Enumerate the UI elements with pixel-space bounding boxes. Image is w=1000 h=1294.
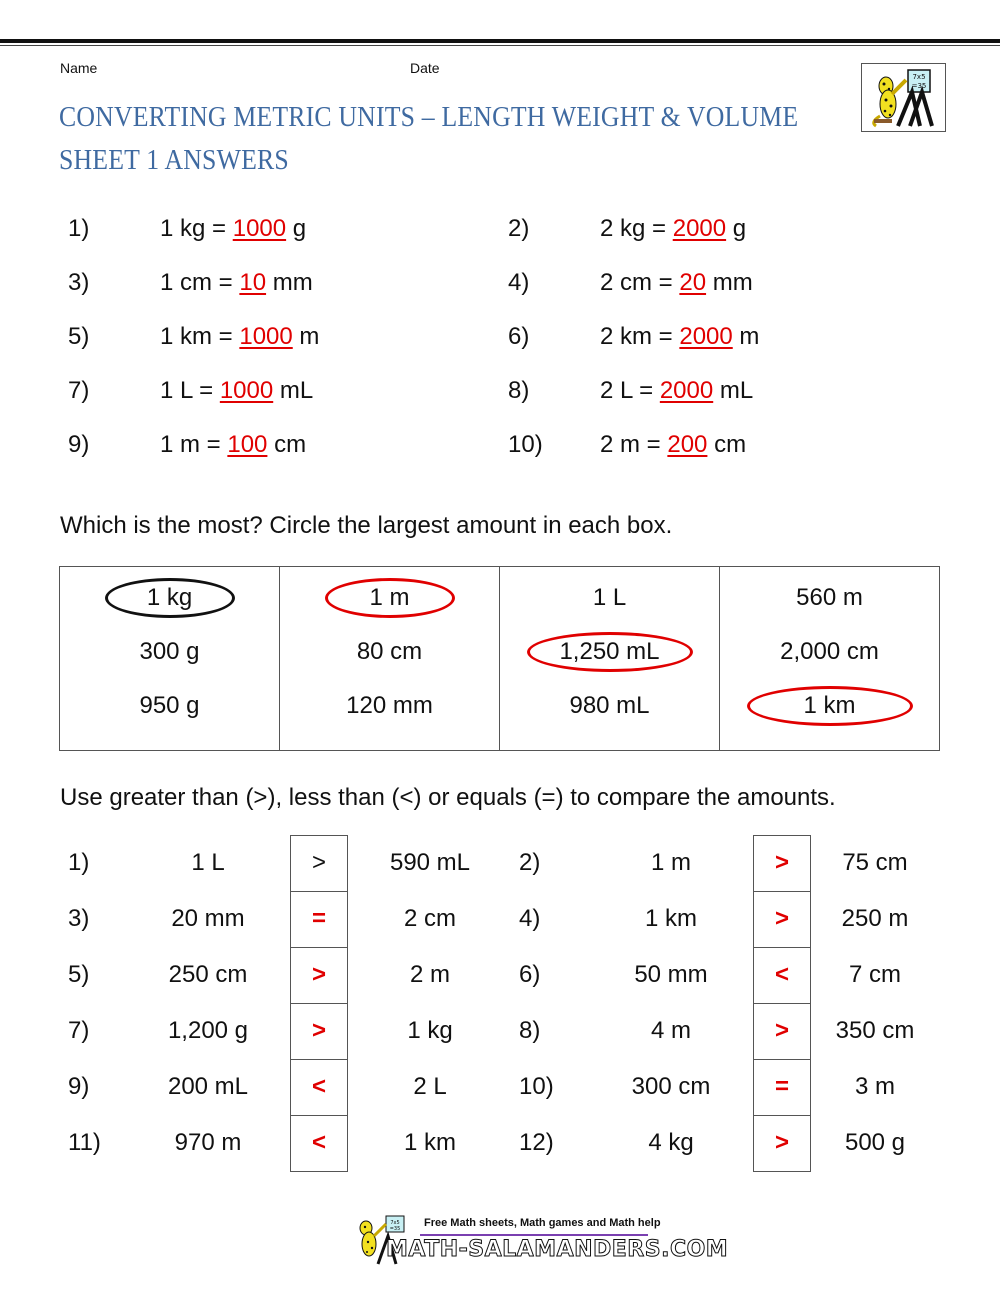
amount-b: 7 cm bbox=[848, 961, 901, 988]
amount-b: 590 mL bbox=[389, 849, 471, 876]
amount-option[interactable]: 120 mm bbox=[346, 692, 433, 719]
amount-b: 2 m bbox=[409, 961, 450, 988]
amount-a: 4 m bbox=[650, 1017, 691, 1044]
amount-a: 250 cm bbox=[168, 961, 248, 988]
conversion-given: 2 L = bbox=[600, 377, 660, 404]
answer-value: 2000 bbox=[659, 377, 714, 404]
amount-option[interactable] bbox=[280, 583, 499, 613]
amount-b: 350 cm bbox=[835, 1017, 915, 1044]
amount-a: 50 mm bbox=[634, 961, 708, 988]
amount-a: 1,200 g bbox=[167, 1017, 249, 1044]
question-number: 9) bbox=[68, 1073, 90, 1100]
answer-box[interactable]: > bbox=[753, 835, 811, 892]
unit: mL bbox=[273, 377, 314, 404]
top-rule-thin bbox=[0, 45, 1000, 46]
compare-row bbox=[0, 891, 1000, 947]
unit: g bbox=[286, 215, 307, 242]
question-number: 8) bbox=[519, 1017, 541, 1044]
amount-option[interactable]: 950 g bbox=[139, 692, 200, 719]
unit: mm bbox=[706, 269, 753, 296]
amount-option[interactable]: 2,000 cm bbox=[780, 638, 879, 665]
amount-option[interactable]: 980 mL bbox=[569, 692, 650, 719]
answer-box[interactable]: = bbox=[290, 891, 348, 948]
amount-b: 75 cm bbox=[842, 849, 908, 876]
amount-b: 1 kg bbox=[407, 1017, 453, 1044]
svg-text:=35: =35 bbox=[389, 1226, 401, 1232]
question-number: 7) bbox=[68, 377, 90, 404]
most-box-1 bbox=[60, 567, 280, 750]
compare-row bbox=[0, 1003, 1000, 1059]
unit: m bbox=[732, 323, 760, 350]
question-number: 2) bbox=[508, 215, 530, 242]
conversion-given: 1 L = bbox=[160, 377, 220, 404]
unit: mL bbox=[713, 377, 754, 404]
page-subtitle: SHEET 1 ANSWERS bbox=[59, 145, 289, 176]
answer-box[interactable]: < bbox=[290, 1115, 348, 1172]
question-number: 1) bbox=[68, 215, 90, 242]
amount-a: 1 km bbox=[644, 905, 697, 932]
answer-box[interactable]: > bbox=[290, 835, 348, 892]
unit: g bbox=[726, 215, 747, 242]
conversion-given: 2 km = bbox=[600, 323, 680, 350]
page-title: CONVERTING METRIC UNITS – LENGTH WEIGHT & VOLUME bbox=[59, 102, 799, 133]
amount-a: 1 m bbox=[650, 849, 691, 876]
question-number: 4) bbox=[519, 905, 541, 932]
compare-row bbox=[0, 1115, 1000, 1171]
compare-row bbox=[0, 835, 1000, 891]
svg-text:7x5: 7x5 bbox=[912, 73, 926, 81]
amount-b: 2 L bbox=[413, 1073, 447, 1100]
date-label: Date bbox=[410, 60, 440, 76]
amount-option[interactable]: 1 L bbox=[592, 584, 627, 611]
amount-option[interactable]: 300 g bbox=[139, 638, 200, 665]
question-number: 2) bbox=[519, 849, 541, 876]
amount-text: 1,250 mL bbox=[559, 638, 660, 665]
conversion-given: 1 kg = bbox=[160, 215, 233, 242]
question-number: 12) bbox=[519, 1129, 554, 1156]
amount-option[interactable] bbox=[720, 691, 939, 721]
amount-text: 1 m bbox=[369, 584, 410, 611]
answer-box[interactable]: = bbox=[753, 1059, 811, 1116]
answer-box[interactable]: > bbox=[290, 1003, 348, 1060]
unit: cm bbox=[707, 431, 747, 458]
answer-value: 2000 bbox=[679, 323, 733, 350]
most-box-3 bbox=[500, 567, 720, 750]
question-number: 3) bbox=[68, 269, 90, 296]
question-number: 8) bbox=[508, 377, 530, 404]
compare-row bbox=[0, 947, 1000, 1003]
question-number: 3) bbox=[68, 905, 90, 932]
answer-circle bbox=[527, 632, 693, 672]
footer-logo[interactable] bbox=[352, 1214, 729, 1266]
amount-option[interactable] bbox=[60, 583, 279, 613]
amount-option[interactable]: 80 cm bbox=[356, 638, 423, 665]
most-box-4 bbox=[720, 567, 939, 750]
conversion-given: 1 m = bbox=[160, 431, 228, 458]
conversion-given: 1 cm = bbox=[160, 269, 240, 296]
answer-box[interactable]: > bbox=[290, 947, 348, 1004]
amount-b: 3 m bbox=[854, 1073, 895, 1100]
answer-value: 2000 bbox=[672, 215, 727, 242]
answer-circle bbox=[105, 578, 235, 618]
svg-text:7x5: 7x5 bbox=[390, 1220, 400, 1226]
salamander-teacher-icon bbox=[862, 64, 945, 131]
answer-circle bbox=[747, 686, 913, 726]
conversion-given: 2 kg = bbox=[600, 215, 673, 242]
answer-box[interactable]: > bbox=[753, 1115, 811, 1172]
question-number: 1) bbox=[68, 849, 90, 876]
most-table bbox=[59, 566, 940, 751]
amount-text: 1 km bbox=[803, 692, 856, 719]
amount-option[interactable] bbox=[500, 637, 719, 667]
answer-value: 1000 bbox=[232, 215, 287, 242]
unit: cm bbox=[267, 431, 307, 458]
amount-a: 200 mL bbox=[167, 1073, 249, 1100]
amount-a: 300 cm bbox=[631, 1073, 711, 1100]
amount-b: 2 cm bbox=[403, 905, 456, 932]
question-number: 11) bbox=[68, 1129, 101, 1156]
top-rule-thick bbox=[0, 39, 1000, 43]
question-number: 9) bbox=[68, 431, 90, 458]
conversion-given: 2 cm = bbox=[600, 269, 680, 296]
amount-b: 1 km bbox=[403, 1129, 456, 1156]
amount-a: 20 mm bbox=[171, 905, 245, 932]
amount-text: 1 kg bbox=[146, 584, 193, 611]
most-instruction: Which is the most? Circle the largest amount in each box. bbox=[60, 512, 673, 539]
answer-value: 1000 bbox=[219, 377, 274, 404]
answer-box[interactable]: < bbox=[753, 947, 811, 1004]
conversion-given: 2 m = bbox=[600, 431, 668, 458]
amount-option[interactable]: 560 m bbox=[796, 584, 863, 611]
svg-text:=35: =35 bbox=[911, 82, 927, 90]
answer-value: 200 bbox=[667, 431, 708, 458]
question-number: 10) bbox=[519, 1073, 554, 1100]
amount-a: 4 kg bbox=[648, 1129, 694, 1156]
conversion-given: 1 km = bbox=[160, 323, 240, 350]
answer-value: 1000 bbox=[239, 323, 293, 350]
question-number: 6) bbox=[508, 323, 530, 350]
question-number: 4) bbox=[508, 269, 530, 296]
answer-value: 10 bbox=[239, 269, 267, 296]
compare-instruction: Use greater than (>), less than (<) or equals (=) to compare the amounts. bbox=[60, 784, 836, 811]
compare-row bbox=[0, 1059, 1000, 1115]
question-number: 6) bbox=[519, 961, 541, 988]
most-box-2 bbox=[280, 567, 500, 750]
footer-divider bbox=[420, 1234, 648, 1236]
footer-tagline: Free Math sheets, Math games and Math help bbox=[424, 1217, 661, 1229]
answer-value: 100 bbox=[227, 431, 268, 458]
answer-box[interactable]: > bbox=[753, 1003, 811, 1060]
amount-b: 500 g bbox=[844, 1129, 906, 1156]
footer-site-name[interactable]: MATH-SALAMANDERS.COM bbox=[386, 1237, 729, 1262]
amount-a: 1 L bbox=[191, 849, 225, 876]
amount-b: 250 m bbox=[841, 905, 909, 932]
salamander-logo-icon bbox=[861, 63, 946, 132]
answer-box[interactable]: < bbox=[290, 1059, 348, 1116]
amount-a: 970 m bbox=[174, 1129, 242, 1156]
answer-value: 20 bbox=[679, 269, 707, 296]
unit: mm bbox=[266, 269, 313, 296]
unit: m bbox=[292, 323, 320, 350]
name-label: Name bbox=[60, 60, 98, 76]
question-number: 5) bbox=[68, 961, 90, 988]
question-number: 7) bbox=[68, 1017, 90, 1044]
answer-circle bbox=[325, 578, 455, 618]
question-number: 10) bbox=[508, 431, 543, 458]
question-number: 5) bbox=[68, 323, 90, 350]
answer-box[interactable]: > bbox=[753, 891, 811, 948]
